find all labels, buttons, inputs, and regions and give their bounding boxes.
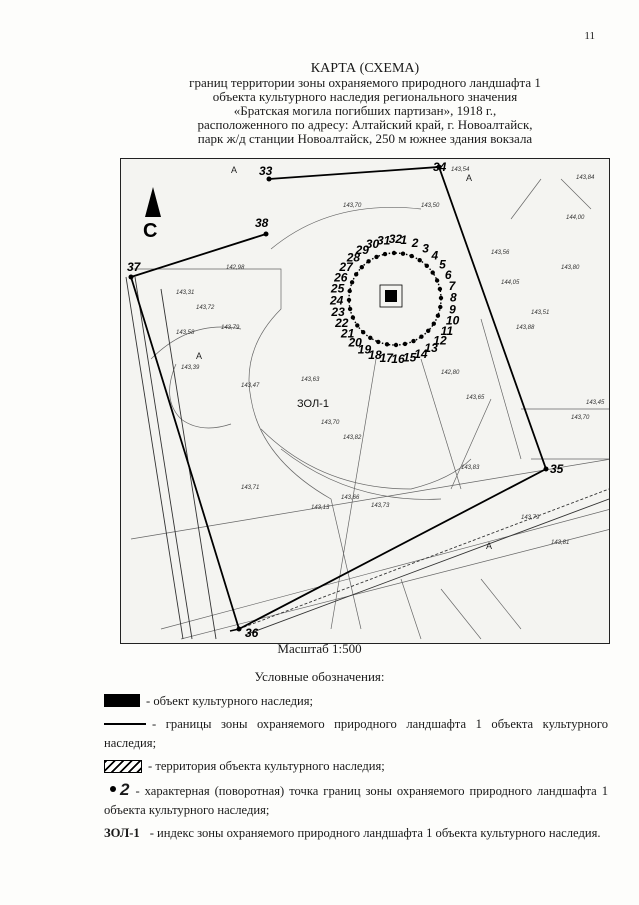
- cultural-object-mark: [385, 290, 397, 302]
- territory-point-3-label: 3: [422, 241, 429, 256]
- territory-point-27-dot: [354, 272, 358, 276]
- elevation-mark: 143,45: [586, 400, 605, 406]
- territory-point-22-label: 22: [335, 316, 349, 331]
- territory-point-18-dot: [376, 340, 380, 344]
- elevation-mark: 143,73: [371, 503, 390, 509]
- title-block: [150, 62, 580, 146]
- elevation-mark: 144,00: [566, 215, 585, 221]
- territory-point-6-label: 6: [444, 267, 452, 282]
- territory-point-32-label: 32: [388, 232, 403, 246]
- map-svg: [121, 159, 609, 643]
- territory-point-5-label: 5: [439, 257, 446, 272]
- elevation-mark: 143,84: [576, 175, 595, 181]
- legend-index: [104, 824, 608, 843]
- elevation-mark: 143,80: [561, 265, 580, 271]
- territory-point-18-label: 18: [368, 347, 382, 362]
- road-left: [126, 277, 216, 639]
- territory-point-4-label: 4: [431, 248, 439, 263]
- elevation-mark: 143,31: [176, 290, 195, 296]
- territory-point-29-label: 29: [355, 242, 369, 257]
- territory-point-9-label: 9: [449, 302, 456, 317]
- legend-point-text: - характерная (поворотная) точка границ зоны охраняемого природного ландшафта 1 объекта культурного наследия;: [104, 784, 608, 817]
- elevation-mark: 144,05: [501, 280, 520, 286]
- territory-point-8-dot: [439, 296, 443, 300]
- territory-point-17-dot: [385, 342, 389, 346]
- territory-point-15-label: 15: [403, 350, 417, 365]
- boundary-point-36-label: 36: [245, 626, 259, 640]
- territory-point-2-dot: [410, 254, 414, 258]
- legend-title: Условные обозначения:: [254, 669, 385, 684]
- page-number: 11: [584, 30, 595, 42]
- elevation-mark: 143,54: [451, 167, 470, 173]
- legend-territory-symbol: [104, 760, 142, 773]
- territory-point-28-label: 28: [346, 250, 361, 265]
- elevation-mark: 143,88: [516, 325, 535, 331]
- territory-point-2-label: 2: [411, 236, 419, 251]
- territory-point-12-label: 12: [433, 333, 447, 348]
- street-label-top: А: [231, 165, 238, 175]
- territory-point-6-dot: [435, 278, 439, 282]
- elevation-mark: 143,71: [241, 485, 260, 491]
- legend-index-text: - индекс зоны охраняемого природного ландшафта 1 объекта культурного наследия.: [149, 826, 601, 840]
- elevation-mark: 143,81: [551, 540, 570, 546]
- territory-point-5-dot: [431, 270, 435, 274]
- territory-point-13-label: 13: [424, 341, 438, 356]
- elevation-mark: 143,13: [311, 505, 330, 511]
- territory-point-20-dot: [361, 330, 365, 334]
- territory-point-24-label: 24: [330, 293, 344, 308]
- legend: [104, 692, 608, 847]
- boundary-point-38-dot: [264, 232, 269, 237]
- territory-point-11-label: 11: [440, 324, 454, 339]
- street-label-left: А: [196, 351, 203, 361]
- elevation-mark: 143,65: [466, 395, 485, 401]
- territory-point-7-label: 7: [448, 279, 456, 293]
- legend-point-dot-icon: [110, 786, 116, 792]
- elevation-mark: 142,80: [441, 370, 460, 376]
- boundary-point-36-dot: [237, 627, 242, 632]
- territory-point-10-label: 10: [445, 313, 460, 328]
- territory-point-29-dot: [366, 259, 370, 263]
- boundary-point-35-dot: [544, 467, 549, 472]
- north-arrow-icon: [145, 187, 161, 217]
- legend-border: [104, 715, 608, 753]
- subtitle-line-3: «Братская могила погибших партизан», 1918 г.,: [233, 103, 497, 118]
- legend-index-symbol: ЗОЛ-1: [104, 826, 140, 840]
- elevation-mark: 143,83: [461, 465, 480, 471]
- territory-point-10-dot: [436, 314, 440, 318]
- boundary-point-35-label: 35: [550, 462, 564, 476]
- territory-point-25-dot: [348, 289, 352, 293]
- legend-border-text: - границы зоны охраняемого природного ландшафта 1 объекта культурного наследия;: [104, 717, 608, 750]
- elevation-mark: 143,72: [196, 305, 215, 311]
- territory-point-22-dot: [351, 315, 355, 319]
- territory-point-30-dot: [374, 255, 378, 259]
- street-label-right: А: [466, 173, 473, 183]
- road-bottom: [239, 489, 609, 635]
- elevation-mark: 143,50: [421, 203, 440, 209]
- elevation-mark: 143,51: [531, 310, 550, 316]
- boundary-point-38-label: 38: [255, 216, 269, 230]
- territory-point-1-dot: [401, 252, 405, 256]
- boundary-point-34-label: 34: [433, 160, 447, 174]
- map-title: КАРТА (СХЕМА): [310, 61, 420, 76]
- territory-point-20-label: 20: [348, 335, 362, 350]
- territory-point-14-label: 14: [414, 346, 428, 361]
- territory-point-11-dot: [432, 322, 436, 326]
- map-frame: [120, 158, 610, 644]
- territory-point-1-label: 1: [400, 232, 408, 247]
- territory-point-28-dot: [360, 265, 364, 269]
- territory-point-16-label: 16: [391, 352, 405, 366]
- territory-point-19-label: 19: [357, 342, 372, 357]
- elevation-mark: 143,70: [343, 203, 362, 209]
- legend-point-symbol: 2: [120, 780, 130, 799]
- elevation-mark: 143,79: [221, 325, 240, 331]
- elevation-mark: 143,47: [241, 383, 260, 389]
- elevation-mark: 143,82: [343, 435, 362, 441]
- legend-object: [104, 692, 608, 711]
- territory-point-15-dot: [403, 342, 407, 346]
- territory-point-27-label: 27: [339, 259, 353, 274]
- legend-territory-text: - территория объекта культурного наследия;: [148, 759, 385, 773]
- territory-point-4-dot: [425, 264, 429, 268]
- territory-point-21-dot: [355, 323, 359, 327]
- street-label-bottom: А: [486, 541, 493, 551]
- territory-point-19-dot: [368, 336, 372, 340]
- subtitle-line-1: границ территории зоны охраняемого природного ландшафта 1: [189, 75, 541, 90]
- territory-point-16-dot: [394, 343, 398, 347]
- territory-point-32-dot: [392, 251, 396, 255]
- legend-object-text: - объект культурного наследия;: [146, 694, 314, 708]
- territory-point-13-dot: [419, 335, 423, 339]
- boundary-point-33-label: 33: [259, 164, 273, 178]
- territory-point-25-label: 25: [330, 281, 345, 296]
- territory-point-14-dot: [411, 339, 415, 343]
- elevation-mark: 143,70: [571, 415, 590, 421]
- elevation-mark: 143,56: [491, 250, 510, 256]
- territory-point-21-label: 21: [340, 326, 355, 341]
- territory-point-31-dot: [383, 252, 387, 256]
- territory-point-3-dot: [418, 258, 422, 262]
- territory-point-17-label: 17: [379, 351, 393, 366]
- elevation-mark: 143,66: [341, 495, 360, 501]
- legend-territory: [104, 757, 608, 776]
- scale-text: Масштаб 1:500: [277, 641, 362, 656]
- territory-point-12-dot: [426, 329, 430, 333]
- legend-point: [104, 780, 608, 820]
- territory-point-26-dot: [350, 280, 354, 284]
- territory-point-23-label: 23: [331, 305, 345, 319]
- elevation-mark: 143,63: [301, 377, 320, 383]
- north-label: С: [143, 220, 158, 242]
- territory-point-30-label: 30: [365, 237, 380, 252]
- legend-border-symbol: [104, 723, 146, 725]
- territory-point-7-dot: [438, 287, 442, 291]
- boundary-point-37-label: 37: [127, 260, 141, 274]
- elevation-mark: 143,39: [181, 365, 200, 371]
- elevation-mark: 142,98: [226, 265, 245, 271]
- subtitle-line-4: расположенного по адресу: Алтайский край, г. Новоалтайск,: [197, 117, 533, 132]
- elevation-mark: 143,58: [176, 330, 195, 336]
- elevation-mark: 143,79: [521, 515, 540, 521]
- territory-point-8-label: 8: [450, 290, 457, 305]
- elevation-mark: 143,70: [321, 420, 340, 426]
- territory-point-26-label: 26: [334, 270, 348, 285]
- territory-point-23-dot: [348, 307, 352, 311]
- subtitle-line-5: парк ж/д станции Новоалтайск, 250 м южнее здания вокзала: [197, 131, 533, 146]
- subtitle-line-2: объекта культурного наследия регионального значения: [212, 89, 518, 104]
- territory-point-9-dot: [438, 305, 442, 309]
- zone-index-label: ЗОЛ-1: [297, 398, 329, 410]
- legend-object-symbol: [104, 694, 140, 707]
- boundary-point-37-dot: [129, 275, 134, 280]
- territory-point-31-label: 31: [377, 233, 391, 248]
- territory-point-24-dot: [347, 298, 351, 302]
